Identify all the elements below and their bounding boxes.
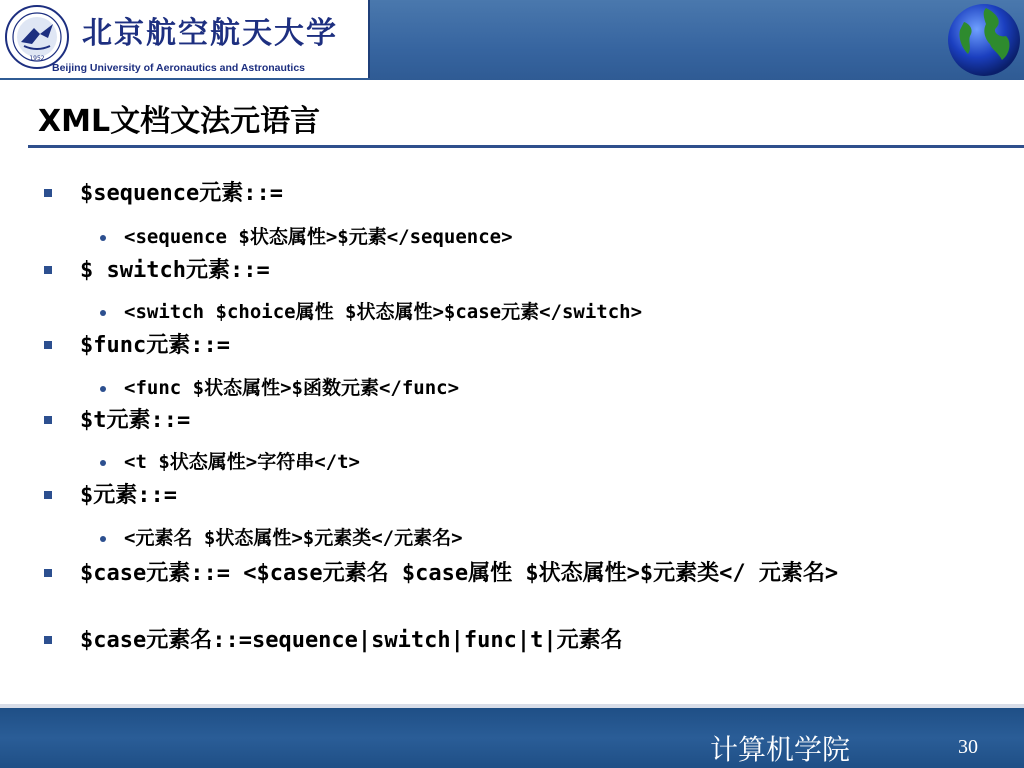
square-bullet-icon — [44, 416, 52, 424]
sub-bullet-text: <sequence $状态属性>$元素</sequence> — [124, 226, 513, 248]
bullet-text: $case元素::= <$case元素名 $case属性 $状态属性>$元素类</ 元素名> — [80, 561, 839, 586]
university-name-en: Beijing University of Aeronautics and Astronautics — [52, 62, 306, 74]
bullet-item — [80, 561, 950, 587]
sub-bullet-text: <元素名 $状态属性>$元素类</元素名> — [124, 527, 463, 549]
round-bullet-icon — [100, 235, 106, 241]
round-bullet-icon — [100, 536, 106, 542]
bullet-item — [80, 258, 960, 284]
square-bullet-icon — [44, 636, 52, 644]
round-bullet-icon — [100, 386, 106, 392]
university-name-cn: 北京航空航天大学 — [82, 16, 338, 51]
bullet-text: $func元素::= — [80, 333, 230, 358]
bullet-text: $元素::= — [80, 483, 177, 508]
sub-bullet-text: <func $状态属性>$函数元素</func> — [124, 377, 460, 399]
square-bullet-icon — [44, 491, 52, 499]
bullet-item — [80, 628, 960, 654]
bullet-item — [80, 483, 960, 509]
bullet-text: $t元素::= — [80, 408, 191, 433]
sub-bullet-item — [124, 526, 463, 550]
svg-text:1952: 1952 — [29, 55, 45, 62]
bullet-text: $sequence元素::= — [80, 181, 283, 206]
square-bullet-icon — [44, 189, 52, 197]
square-bullet-icon — [44, 341, 52, 349]
bullet-item — [80, 181, 960, 207]
sub-bullet-item — [124, 300, 642, 324]
sub-bullet-text: <switch $choice属性 $状态属性>$case元素</switch> — [124, 301, 643, 323]
sub-bullet-item — [124, 376, 459, 400]
bullet-text: $case元素名::=sequence|switch|func|t|元素名 — [80, 628, 623, 653]
bullet-text: $ switch元素::= — [80, 258, 270, 283]
page-number: 30 — [958, 736, 978, 758]
round-bullet-icon — [100, 460, 106, 466]
sub-bullet-item — [124, 225, 513, 249]
square-bullet-icon — [44, 266, 52, 274]
bullet-item — [80, 333, 960, 359]
footer-label: 计算机学院 — [710, 733, 851, 766]
sub-bullet-text: <t $状态属性>字符串</t> — [124, 451, 360, 473]
footer-band — [0, 708, 1024, 768]
square-bullet-icon — [44, 569, 52, 577]
sub-bullet-item — [124, 450, 360, 474]
round-bullet-icon — [100, 310, 106, 316]
bullet-item — [80, 408, 960, 434]
slide-title: XML文档文法元语言 — [38, 104, 321, 139]
